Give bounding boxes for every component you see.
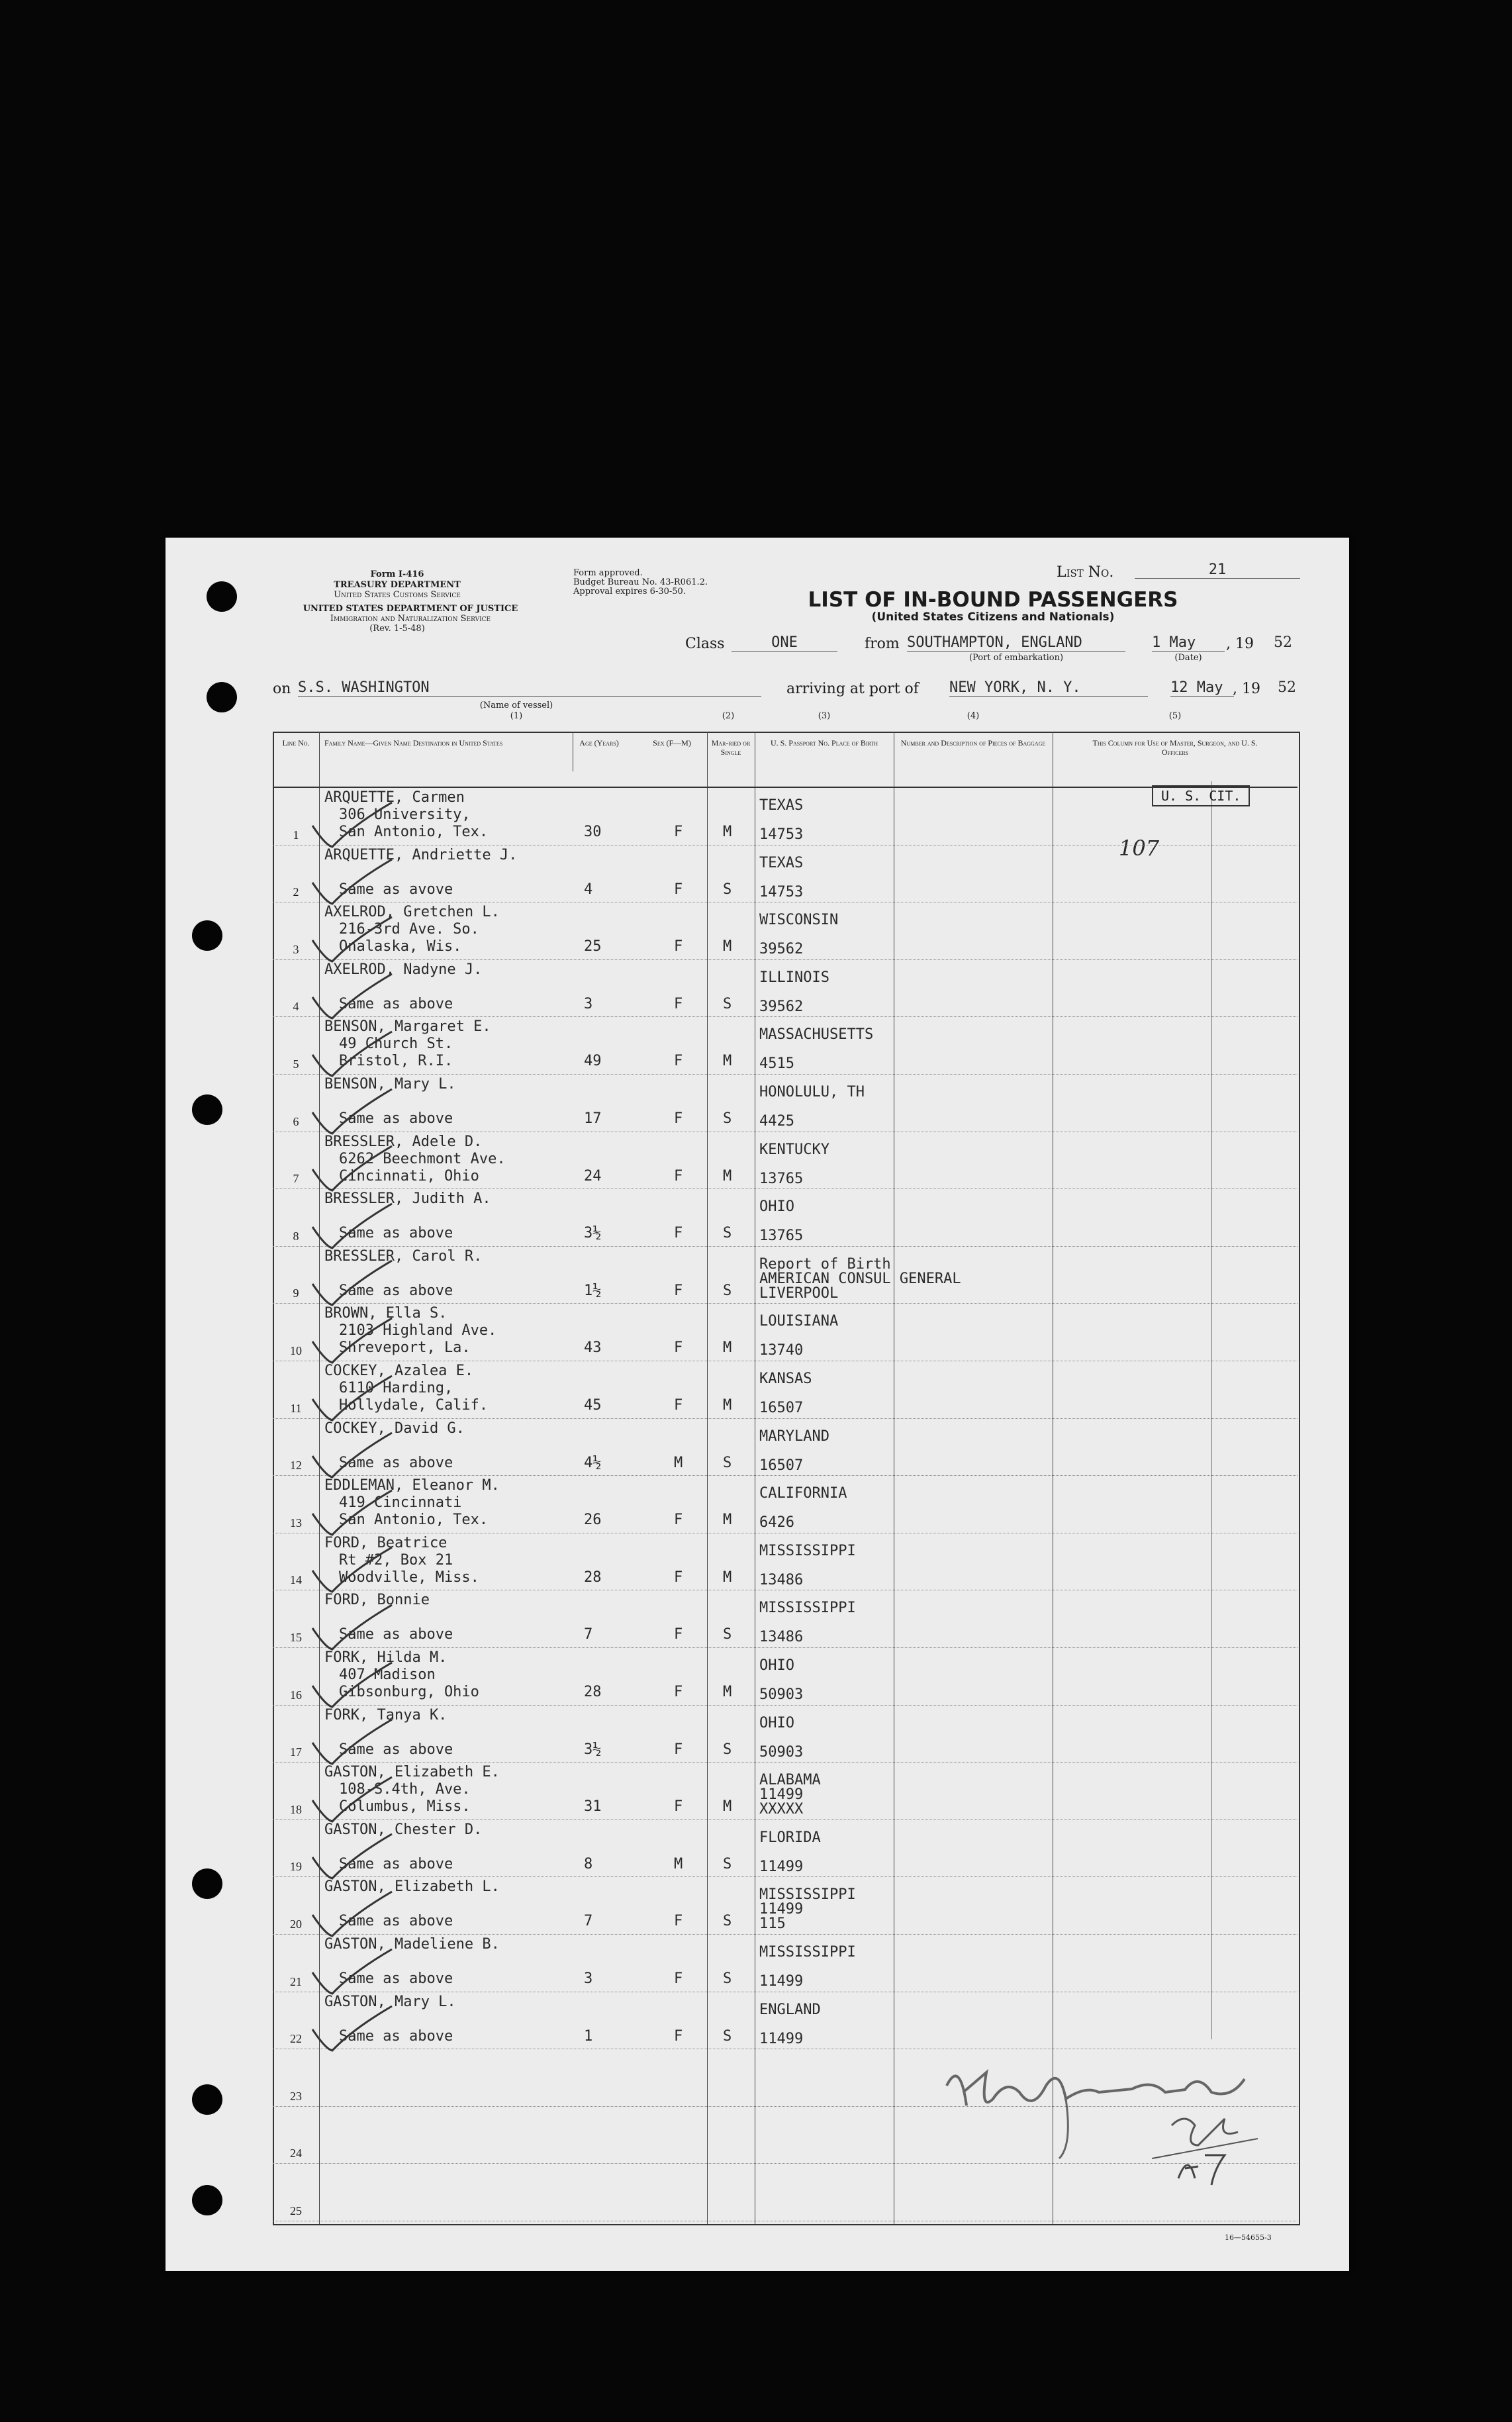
table-row: [273, 1648, 1298, 1706]
line-number: 17: [290, 1745, 302, 1759]
table-row: [273, 902, 1298, 960]
sex: M: [674, 1454, 683, 1471]
passenger-name: FORD, Bonnie: [324, 1592, 430, 1609]
marital-status: M: [723, 1167, 732, 1185]
passenger-name: ARQUETTE, Andriette J.: [324, 846, 518, 863]
check-mark-icon: [306, 1774, 399, 1827]
approval-expires: Approval expires 6-30-50.: [573, 587, 686, 597]
budget-bureau: Budget Bureau No. 43-R061.2.: [573, 577, 708, 587]
vessel-caption: (Name of vessel): [479, 701, 553, 710]
birthplace: CALIFORNIA: [759, 1485, 847, 1502]
marital-status: S: [723, 1225, 732, 1242]
passport-number: XXXXX: [759, 1801, 804, 1818]
passenger-name: AXELROD, Nadyne J.: [324, 961, 483, 978]
birthplace: MISSISSIPPI: [759, 1600, 856, 1617]
line-number: 4: [293, 1000, 299, 1014]
address-line-1: 306 University,: [339, 806, 471, 823]
check-mark-icon: [306, 1315, 399, 1368]
check-mark-icon: [306, 1373, 399, 1426]
address-line-1: 6262 Beechmont Ave.: [339, 1150, 506, 1167]
line-number: 8: [293, 1229, 299, 1243]
passenger-name: BROWN, Ella S.: [324, 1305, 448, 1322]
passenger-name: COCKEY, David G.: [324, 1420, 465, 1437]
passport-number: 14753: [759, 883, 804, 900]
passport-number: 13740: [759, 1342, 804, 1359]
age: 7: [584, 1626, 593, 1643]
sex: F: [674, 1339, 683, 1357]
table-row: [273, 1361, 1298, 1419]
form-number: Form I-416: [370, 569, 424, 579]
passport-number: LIVERPOOL: [759, 1284, 839, 1302]
age: 45: [584, 1397, 602, 1414]
table-row: [273, 1017, 1298, 1075]
address-line-1: 407 Madison: [339, 1667, 436, 1683]
line-number: 16: [290, 1688, 302, 1702]
check-mark-icon: [306, 1716, 399, 1769]
sex: F: [674, 1397, 683, 1414]
punch-hole: [192, 2185, 222, 2215]
birthplace: KENTUCKY: [759, 1141, 829, 1158]
table-row: [273, 1820, 1298, 1878]
sex: F: [674, 938, 683, 955]
birthplace: ILLINOIS: [759, 969, 829, 986]
line-number: 15: [290, 1630, 302, 1644]
age: 4½: [584, 1454, 602, 1471]
punch-hole: [192, 1868, 222, 1899]
passenger-name: AXELROD, Gretchen L.: [324, 904, 500, 921]
sex: F: [674, 995, 683, 1012]
address-line-2: Cincinnati, Ohio: [339, 1167, 479, 1185]
passport-number: 13486: [759, 1629, 804, 1646]
passport-number: 6426: [759, 1514, 794, 1531]
line-number: 13: [290, 1516, 302, 1529]
line-number: 10: [290, 1343, 302, 1357]
birthplace: ENGLAND: [759, 2001, 821, 2018]
punch-hole: [207, 581, 237, 612]
address-line-1: 108-S.4th, Ave.: [339, 1781, 471, 1798]
address-line-2: Same as above: [339, 1626, 453, 1643]
age: 8: [584, 1855, 593, 1872]
table-row: [273, 1533, 1298, 1591]
passenger-name: FORD, Beatrice: [324, 1534, 448, 1551]
check-mark-icon: [306, 1946, 399, 1999]
age: 43: [584, 1339, 602, 1357]
age: 4: [584, 881, 593, 898]
marital-status: M: [723, 938, 732, 955]
age: 28: [584, 1684, 602, 1700]
col-baggage: Number and Description of Pieces of Baggage: [900, 738, 1046, 748]
passport-number: 13765: [759, 1228, 804, 1245]
sex: M: [674, 1855, 683, 1872]
sex: F: [674, 1913, 683, 1930]
age: 1½: [584, 1282, 602, 1299]
marital-status: S: [723, 1913, 732, 1930]
age: 24: [584, 1167, 602, 1185]
age: 28: [584, 1569, 602, 1586]
check-mark-icon: [306, 1200, 399, 1253]
form-approved: Form approved.: [573, 568, 643, 578]
line-number: 1: [293, 828, 299, 842]
address-line-1: 6110 Harding,: [339, 1380, 453, 1396]
passenger-name: BRESSLER, Judith A.: [324, 1190, 491, 1208]
marital-status: S: [723, 1454, 732, 1471]
address-line-2: Same as above: [339, 1225, 453, 1242]
line-number: 7: [293, 1172, 299, 1186]
sex: F: [674, 824, 683, 840]
sex: F: [674, 1053, 683, 1070]
line-number: 21: [290, 1974, 302, 1988]
passenger-name: ARQUETTE, Carmen: [324, 789, 465, 806]
passenger-name: BRESSLER, Adele D.: [324, 1133, 483, 1150]
passport-number: 39562: [759, 941, 804, 958]
passenger-name: FORK, Tanya K.: [324, 1706, 448, 1723]
age: 31: [584, 1798, 602, 1816]
marital-status: S: [723, 995, 732, 1012]
depart-year: 52: [1274, 634, 1292, 651]
table-row: [273, 1247, 1298, 1304]
table-row: [273, 1132, 1298, 1190]
line-number: 14: [290, 1573, 302, 1587]
line-number: 11: [290, 1401, 302, 1415]
sex: F: [674, 881, 683, 898]
check-mark-icon: [306, 914, 399, 967]
line-number: 6: [293, 1114, 299, 1128]
sex: F: [674, 1110, 683, 1127]
check-mark-icon: [306, 1659, 399, 1712]
passenger-name: GASTON, Chester D.: [324, 1821, 483, 1838]
from-label: from: [865, 636, 900, 652]
address-line-2: Bristol, R.I.: [339, 1053, 453, 1070]
marital-status: M: [723, 824, 732, 840]
page-subtitle: (United States Citizens and Nationals): [871, 610, 1115, 624]
marital-status: M: [723, 1798, 732, 1816]
address-line-2: Same as above: [339, 1454, 453, 1471]
age: 30: [584, 824, 602, 840]
col-age: Age (Years): [579, 738, 619, 748]
address-line-2: Same as above: [339, 995, 453, 1012]
age: 3: [584, 1970, 593, 1987]
address-line-2: Same as above: [339, 1913, 453, 1930]
arrive-date: 12 May: [1170, 679, 1234, 697]
passport-number: 50903: [759, 1743, 804, 1761]
check-mark-icon: [306, 1487, 399, 1540]
date-caption: (Date): [1174, 653, 1202, 663]
marital-status: S: [723, 2027, 732, 2045]
passport-number: 115: [759, 1915, 786, 1933]
address-line-2: Onalaska, Wis.: [339, 938, 462, 955]
col-married: Mar-ried or Single: [711, 738, 751, 757]
col-num-1: (1): [510, 711, 523, 721]
passenger-name: GASTON, Elizabeth E.: [324, 1764, 500, 1781]
footer-code: 16—54655-3: [1225, 2233, 1272, 2242]
table-row: [273, 1706, 1298, 1763]
check-mark-icon: [306, 1257, 399, 1310]
birthplace: OHIO: [759, 1657, 794, 1674]
line-number: 20: [290, 1917, 302, 1931]
marital-status: M: [723, 1569, 732, 1586]
age: 3: [584, 995, 593, 1012]
birthplace: KANSAS: [759, 1371, 812, 1387]
birthplace: MISSISSIPPI: [759, 1886, 856, 1904]
arrive-year: 52: [1278, 679, 1296, 696]
list-no-label: List No.: [1057, 564, 1114, 581]
check-mark-icon: [306, 1544, 399, 1597]
officer-note: 107: [1119, 836, 1160, 861]
table-row: [273, 1304, 1298, 1361]
address-line-2: Woodville, Miss.: [339, 1569, 479, 1586]
col-num-4: (4): [967, 711, 980, 721]
table-row: [273, 1476, 1298, 1533]
sex: F: [674, 1798, 683, 1816]
marital-status: M: [723, 1684, 732, 1700]
address-line-2: Same as above: [339, 1970, 453, 1987]
col-name: Family Name—Given Name Destination in United States: [324, 738, 503, 748]
marital-status: S: [723, 1110, 732, 1127]
check-mark-icon: [306, 1888, 399, 1941]
on-label: on: [273, 681, 291, 697]
passport-number: 4515: [759, 1055, 794, 1073]
table-row: [273, 788, 1298, 846]
marital-status: S: [723, 1741, 732, 1758]
line-number: 2: [293, 885, 299, 899]
depart-date: 1 May: [1152, 634, 1225, 652]
line-number: 24: [290, 2147, 302, 2160]
passenger-name: FORK, Hilda M.: [324, 1649, 448, 1666]
passport-number: 11499: [759, 2030, 804, 2047]
marital-status: S: [723, 1626, 732, 1643]
line-number: 19: [290, 1860, 302, 1874]
table-row: [273, 960, 1298, 1018]
passport-extra: 11499: [759, 1786, 804, 1804]
check-mark-icon: [306, 1602, 399, 1655]
marital-status: S: [723, 1855, 732, 1872]
address-line-2: San Antonio, Tex.: [339, 824, 489, 840]
sex: F: [674, 1741, 683, 1758]
marital-status: S: [723, 1282, 732, 1299]
us-citizen-stamp: U. S. CIT.: [1152, 785, 1250, 806]
class-value: ONE: [732, 634, 837, 652]
address-line-2: Hollydale, Calif.: [339, 1397, 489, 1414]
marital-status: M: [723, 1053, 732, 1070]
address-line-2: Same as above: [339, 1741, 453, 1758]
sex: F: [674, 1569, 683, 1586]
address-line-1: 2103 Highland Ave.: [339, 1322, 497, 1339]
sex: F: [674, 1970, 683, 1987]
line-number: 25: [290, 2204, 302, 2217]
ins-service: Immigration and Naturalization Service: [330, 614, 491, 624]
table-row: [273, 1590, 1298, 1648]
line-number: 18: [290, 1802, 302, 1816]
passenger-name: GASTON, Mary L.: [324, 1993, 456, 2010]
age: 3½: [584, 1741, 602, 1758]
address-line-2: San Antonio, Tex.: [339, 1512, 489, 1529]
inspector-signature: [933, 2046, 1291, 2192]
passport-extra: 11499: [759, 1901, 804, 1918]
class-label: Class: [685, 636, 725, 652]
arrival-port: NEW YORK, N. Y.: [949, 679, 1148, 697]
marital-status: M: [723, 1512, 732, 1529]
passport-number: 11499: [759, 1973, 804, 1990]
table-row: [273, 1419, 1298, 1477]
table-row: [273, 1763, 1298, 1820]
address-line-2: Gibsonburg, Ohio: [339, 1684, 479, 1700]
col-passport: U. S. Passport No. Place of Birth: [770, 738, 878, 748]
justice-dept: UNITED STATES DEPARTMENT OF JUSTICE: [303, 604, 518, 614]
age: 3½: [584, 1225, 602, 1242]
age: 17: [584, 1110, 602, 1127]
birthplace: ALABAMA: [759, 1772, 821, 1789]
line-number: 3: [293, 942, 299, 956]
line-number: 9: [293, 1286, 299, 1300]
birthplace: Report of Birth: [759, 1255, 891, 1273]
passenger-rows: [273, 788, 1298, 2222]
customs-service: United States Customs Service: [334, 590, 461, 600]
birthplace: OHIO: [759, 1714, 794, 1731]
col-num-3: (3): [818, 711, 831, 721]
check-mark-icon: [306, 1028, 399, 1081]
age: 49: [584, 1053, 602, 1070]
passport-number: 11499: [759, 1858, 804, 1875]
punch-hole: [207, 682, 237, 712]
birthplace: MARYLAND: [759, 1428, 829, 1445]
address-line-2: Shreveport, La.: [339, 1339, 471, 1357]
table-row: [273, 1877, 1298, 1935]
address-line-1: 49 Church St.: [339, 1036, 453, 1053]
passport-number: 16507: [759, 1457, 804, 1474]
passenger-name: GASTON, Madeliene B.: [324, 1936, 500, 1953]
check-mark-icon: [306, 2003, 399, 2056]
birthplace: HONOLULU, TH: [759, 1084, 865, 1100]
table-row: [273, 1992, 1298, 2050]
birthplace: MASSACHUSETTS: [759, 1026, 874, 1043]
line-number: 12: [290, 1459, 302, 1473]
birthplace: OHIO: [759, 1198, 794, 1216]
col-line: Line No.: [282, 738, 310, 748]
address-line-2: Same as above: [339, 2027, 453, 2045]
passenger-name: COCKEY, Azalea E.: [324, 1363, 474, 1379]
punch-hole: [192, 920, 222, 951]
passport-number: 4425: [759, 1113, 794, 1130]
embark-port: SOUTHAMPTON, ENGLAND: [907, 634, 1125, 652]
col-sex: Sex (F—M): [653, 738, 691, 748]
sex: F: [674, 1684, 683, 1700]
treasury-dept: TREASURY DEPARTMENT: [334, 580, 461, 590]
punch-hole: [192, 1094, 222, 1125]
col-num-5: (5): [1168, 711, 1182, 721]
address-line-1: Rt #2, Box 21: [339, 1551, 453, 1569]
passenger-name: BRESSLER, Carol R.: [324, 1247, 483, 1265]
line-number: 5: [293, 1057, 299, 1071]
address-line-2: Same as above: [339, 1110, 453, 1127]
col-num-2: (2): [722, 711, 735, 721]
age: 1: [584, 2027, 593, 2045]
age: 25: [584, 938, 602, 955]
sex: F: [674, 1167, 683, 1185]
passport-extra: AMERICAN CONSUL GENERAL: [759, 1270, 961, 1287]
passport-number: 13486: [759, 1571, 804, 1588]
vessel-name: S.S. WASHINGTON: [298, 679, 761, 697]
birthplace: TEXAS: [759, 797, 804, 814]
check-mark-icon: [306, 1143, 399, 1196]
sex: F: [674, 1512, 683, 1529]
passport-number: 16507: [759, 1400, 804, 1416]
table-row: [273, 1189, 1298, 1247]
arriving-label: arriving at port of: [786, 681, 919, 697]
address-line-1: 216-3rd Ave. So.: [339, 921, 479, 938]
passport-number: 13765: [759, 1170, 804, 1187]
marital-status: S: [723, 881, 732, 898]
birthplace: WISCONSIN: [759, 912, 839, 929]
punch-hole: [192, 2084, 222, 2115]
check-mark-icon: [306, 1831, 399, 1884]
col-officers: This Column for Use of Master, Surgeon, and U. S. Officers: [1092, 738, 1258, 757]
marital-status: M: [723, 1339, 732, 1357]
sex: F: [674, 1282, 683, 1299]
table-row: [273, 846, 1298, 903]
birthplace: MISSISSIPPI: [759, 1542, 856, 1559]
sex: F: [674, 2027, 683, 2045]
arrive-year-prefix: , 19: [1233, 681, 1260, 697]
line-number: 22: [290, 2032, 302, 2046]
check-mark-icon: [306, 1429, 399, 1482]
passenger-name: GASTON, Elizabeth L.: [324, 1878, 500, 1896]
table-row: [273, 1075, 1298, 1132]
table-row: [273, 1935, 1298, 1992]
marital-status: S: [723, 1970, 732, 1987]
check-mark-icon: [306, 1086, 399, 1139]
embark-port-caption: (Port of embarkation): [969, 653, 1064, 663]
age: 26: [584, 1512, 602, 1529]
address-line-2: Columbus, Miss.: [339, 1798, 471, 1816]
depart-year-prefix: , 19: [1226, 636, 1254, 652]
passport-number: 39562: [759, 998, 804, 1015]
page-title: LIST OF IN-BOUND PASSENGERS: [808, 588, 1178, 612]
address-line-2: Same as above: [339, 1282, 453, 1299]
address-line-2: Same as above: [339, 1855, 453, 1872]
birthplace: FLORIDA: [759, 1829, 821, 1846]
line-number: 23: [290, 2089, 302, 2103]
passport-number: 14753: [759, 826, 804, 843]
passenger-name: BENSON, Margaret E.: [324, 1018, 491, 1036]
sex: F: [674, 1626, 683, 1643]
age: 7: [584, 1913, 593, 1930]
passenger-name: BENSON, Mary L.: [324, 1076, 456, 1092]
birthplace: MISSISSIPPI: [759, 1944, 856, 1961]
revision-date: (Rev. 1-5-48): [369, 624, 425, 634]
passport-number: 50903: [759, 1686, 804, 1703]
address-line-1: 419 Cincinnati: [339, 1494, 462, 1512]
birthplace: TEXAS: [759, 854, 804, 871]
passenger-name: EDDLEMAN, Eleanor M.: [324, 1477, 500, 1494]
birthplace: LOUISIANA: [759, 1313, 839, 1330]
list-no-value: 21: [1135, 561, 1300, 579]
check-mark-icon: [306, 856, 399, 909]
marital-status: M: [723, 1397, 732, 1414]
address-line-2: Same as avove: [339, 881, 453, 898]
check-mark-icon: [306, 799, 399, 852]
check-mark-icon: [306, 971, 399, 1024]
sex: F: [674, 1225, 683, 1242]
